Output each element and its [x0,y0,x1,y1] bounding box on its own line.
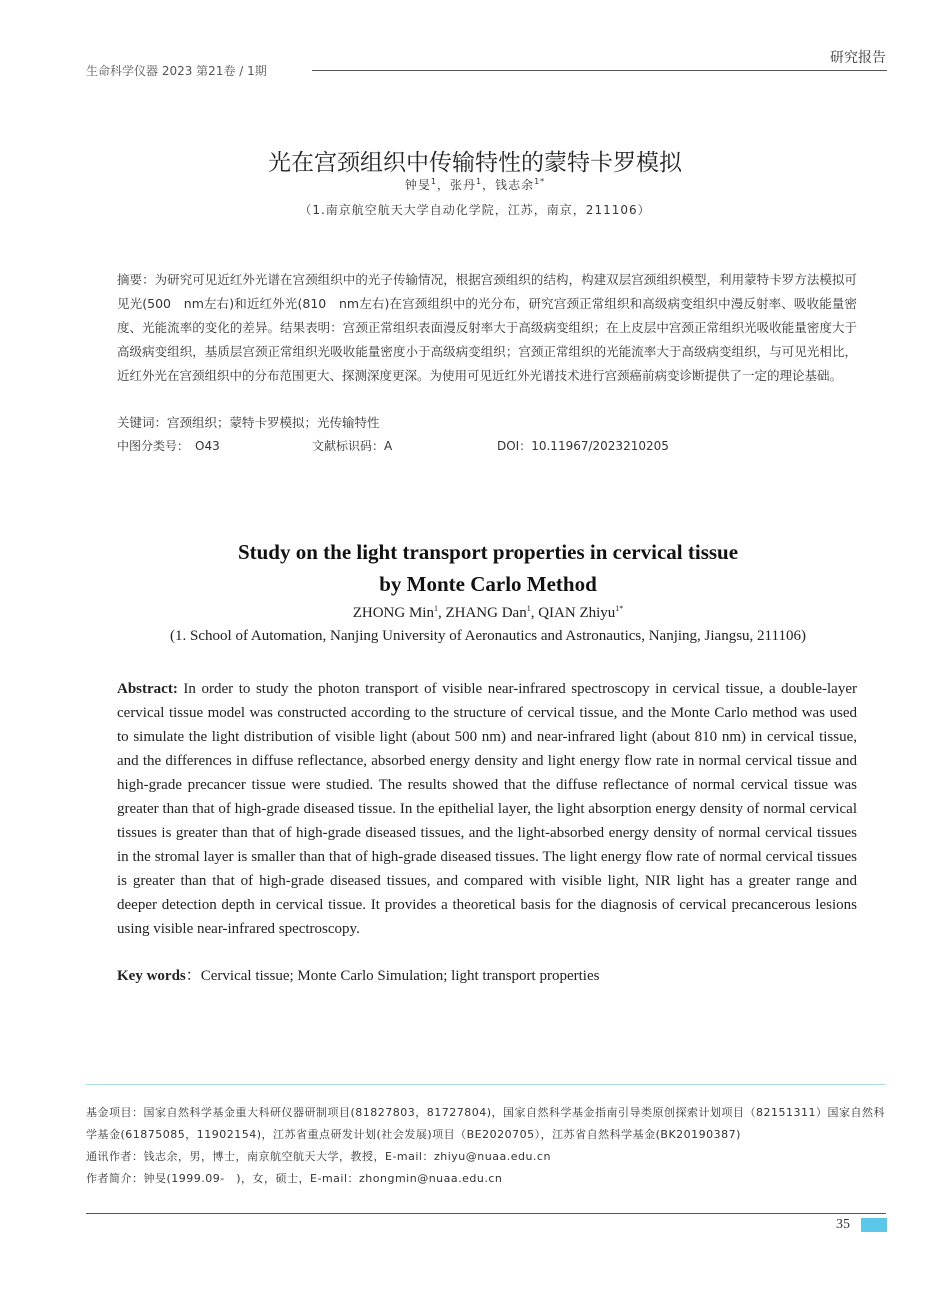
en-abstract-label: Abstract: [117,681,178,697]
en-title-line: by Monte Carlo Method [379,572,597,596]
cn-author-separator: ， [436,178,450,192]
footnote-rule [86,1084,886,1085]
header-rule [312,70,887,71]
bottom-rule [86,1213,886,1214]
en-keywords [117,964,857,985]
en-author-affil-mark: 1* [615,604,624,613]
footnotes [86,1102,888,1190]
en-author-separator: , [437,605,446,621]
en-keywords-colon: ： [185,966,201,984]
en-keywords-text: Cervical tissue; Monte Carlo Simulation; light transport properties [200,968,600,984]
cn-keywords: 关键词：宫颈组织；蒙特卡罗模拟；光传输特性 [117,415,380,430]
cn-author-separator: ， [482,178,496,192]
en-title-line: Study on the light transport properties in cervical tissue [237,540,739,564]
cn-author-affil-mark: 1 [475,177,483,186]
cn-title: 光在宫颈组织中传输特性的蒙特卡罗模拟 [268,150,682,176]
cn-authors [0,176,950,193]
en-author-affil-mark: 1 [526,604,531,613]
page-number: 35 [836,1217,850,1232]
cn-author-affil-mark: 1* [534,177,546,186]
cn-doi: DOI：10.11967/2023210205 [497,439,669,453]
en-author-separator: , [530,605,539,621]
cn-affiliation: （1.南京航空航天大学自动化学院，江苏，南京，211106） [299,203,651,217]
en-author-name: ZHANG Dan [445,605,527,621]
en-affiliation: (1. School of Automation, Nanjing University of Aeronautics and Astronautics, Nanjing, Jiangsu, 211106) [170,628,806,644]
author-bio-note: 作者简介：钟旻(1999.09- )，女，硕士，E-mail：zhongmin@nuaa.edu.cn [86,1172,503,1185]
en-title [0,536,950,600]
journal-name: 生命科学仪器 2023 第21卷 / 1期 [86,64,267,78]
en-keywords-label: Key words [117,968,186,984]
cn-document-code: 文献标识码：A [312,439,393,453]
en-abstract-text: In order to study the photon transport of visible near-infrared spectroscopy in cervical tissue, a double-layer cervical tissue model was constructed according to the structure of cervical tissue, and the Monte Carlo method was used to simulate the light distribution of visible light (about 500 nm) and near-infrared light (about 810 nm) in cervical tissue, and the differences in diffuse reflectance, absorbed energy density and light energy flow rate in normal cervical tissue and high-grade precancer tissue were studied. The results showed that the diffuse reflectance of normal cervical tissue was greater than that of high-grade diseased tissue. In the epithelial layer, the light absorption energy density of normal cervical tissues is greater than that of high-grade diseased tissues, and the light-absorbed energy density of normal cervical tissues in the stromal layer is smaller than that of high-grade diseased tissues. The light energy flow rate of normal cervical tissues is greater than that of high-grade diseased tissues, and compared with visible light, NIR light has a greater range and deeper detection depth in cervical tissue. It provides a theoretical basis for the diagnosis of cervical precancerous lesions using visible near-infrared spectroscopy. [117,681,857,937]
cn-author-name: 钱志余 [495,178,535,192]
cn-abstract: 摘要：为研究可见近红外光谱在宫颈组织中的光子传输情况，根据宫颈组织的结构，构建双层宫颈组织模型，利用蒙特卡罗方法模拟可见光(500 nm左右)和近红外光(810 nm左右)在宫颈组织中的光分布，研究宫颈正常组织和高级病变组织中漫反射率、吸收能量密度、光能流率的变化的差异。结果表明：宫颈正常组织表面漫反射率大于高级病变组织；在上皮层中宫颈正常组织光吸收能量密度大于高级病变组织，基质层宫颈正常组织光吸收能量密度小于高级病变组织；宫颈正常组织的光能流率大于高级病变组织，与可见光相比，近红外光在宫颈组织中的分布范围更大、探测深度更深。为使用可见近红外光谱技术进行宫颈癌前病变诊断提供了一定的理论基础。 [117,272,857,383]
en-author-name: ZHONG Min [352,605,434,621]
page-number-tab [861,1218,887,1232]
funding-note: 基金项目：国家自然科学基金重大科研仪器研制项目(81827803，81727804)，国家自然科学基金指南引导类原创探索计划项目（82151311）国家自然科学基金(61875085，11902154)，江苏省重点研发计划(社会发展)项目（BE2020705），江苏省自然科学基金(BK20190387) [86,1106,886,1141]
section-label: 研究报告 [830,50,886,66]
cn-author-name: 张丹 [449,178,476,192]
cn-author-affil-mark: 1 [430,177,437,186]
en-author-name: QIAN Zhiyu [538,605,616,621]
cn-classification-number: 中图分类号： O43 [117,439,220,453]
cn-author-name: 钟旻 [404,178,431,192]
en-abstract [117,677,857,941]
en-author-affil-mark: 1 [433,604,438,613]
en-authors [0,605,950,622]
corresponding-author-note: 通讯作者：钱志余，男，博士，南京航空航天大学，教授，E-mail：zhiyu@nuaa.edu.cn [86,1150,551,1163]
